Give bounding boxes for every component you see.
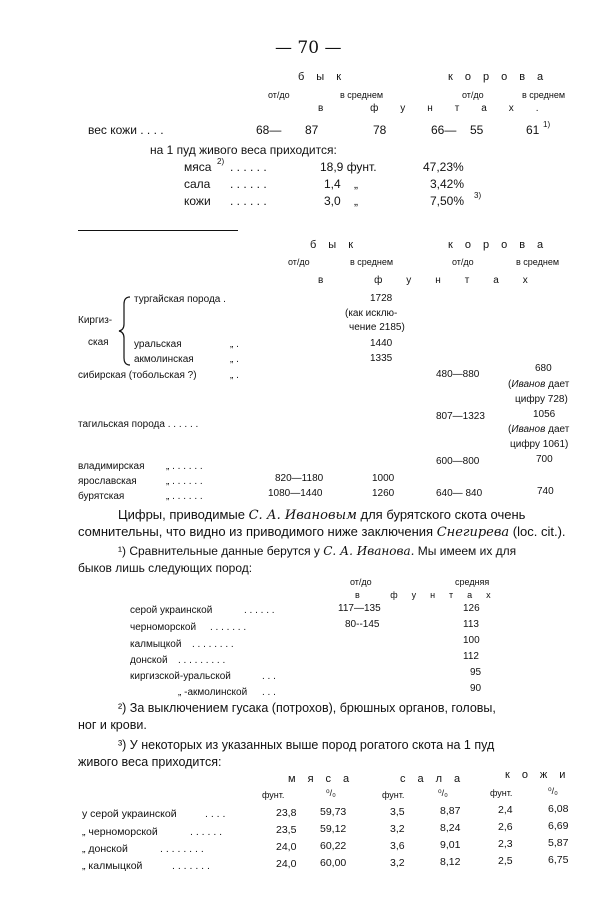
page-number: — 70 —: [275, 38, 342, 58]
table2-v-funtakh: в фунтах: [318, 275, 552, 286]
footnote-1-line-1: [118, 545, 516, 557]
table2-skaya: ская: [88, 337, 109, 348]
text-run: Мы имеем их для: [414, 544, 517, 558]
table2-sibir-note: (Иванов дает: [508, 379, 570, 390]
table2-turgay-value: 1728: [370, 293, 393, 304]
fn3-row-kozhi-pct: 5,87: [548, 837, 569, 849]
table1-row-value: 1,4 „: [324, 177, 359, 191]
table2-ural-value: 1440: [370, 338, 393, 349]
fn3-row-kozhi: 2,4: [498, 804, 513, 816]
fn3-row-myasa-pct: 59,12: [320, 823, 347, 835]
fn1-row-dots: . . .: [262, 671, 276, 682]
fn1-row-label: „ -акмолинской: [178, 687, 248, 698]
fn3-row-label: „ калмыцкой: [82, 860, 143, 872]
fn3-row-kozhi: 2,5: [498, 855, 513, 867]
table1-row-value: 3,0 „: [324, 194, 359, 208]
table2-sibir-value: 680: [535, 363, 552, 374]
table1-row-dots: . . . . . .: [230, 177, 267, 191]
brace-icon: [118, 296, 132, 366]
table2-buryat-dots: „ . . . . . .: [166, 491, 203, 502]
fn3-col-funt-1: фунт.: [262, 790, 285, 800]
table2-turgay: тургайская порода .: [134, 294, 226, 305]
table2-yaroslav-avg: 1000: [372, 473, 395, 484]
fn1-row-dots: . . . . . . . . .: [178, 655, 226, 666]
fn1-row-label: черноморской: [130, 622, 197, 633]
table1-v-funtakh: в фунтах.: [318, 103, 561, 114]
fn3-row-myasa: 24,0: [276, 858, 297, 870]
fn3-row-sala-pct: 8,87: [440, 805, 461, 817]
text-run: Цифры, приводимые: [118, 507, 249, 522]
table2-header-byk: бык: [310, 239, 366, 251]
table2-akmol-dots: „ .: [230, 354, 239, 365]
table1-v-srednem-2: в среднем: [522, 90, 566, 100]
fn3-row-kozhi-pct: 6,08: [548, 803, 569, 815]
table2-ural: уральская: [134, 339, 182, 350]
table1-value-3: 78: [373, 123, 387, 137]
fn3-row-dots: . . . .: [205, 808, 226, 820]
table1-row-label: мяса: [184, 160, 212, 174]
fn3-row-dots: . . . . . . .: [172, 860, 210, 872]
fn3-row-myasa-pct: 59,73: [320, 806, 347, 818]
table2-akmol: акмолинская: [134, 354, 194, 365]
section-divider: [78, 230, 238, 231]
table2-yaroslav-dots: „ . . . . . .: [166, 476, 203, 487]
fn3-row-kozhi-pct: 6,69: [548, 820, 569, 832]
table1-ot-do-2: от/до: [462, 90, 484, 100]
table2-vladimir-dots: „ . . . . . .: [166, 461, 203, 472]
fn1-row-avg: 113: [463, 619, 479, 630]
fn1-row-range: 117—135: [338, 603, 381, 614]
footnote-1-line-2: быков лишь следующих пород:: [78, 561, 253, 575]
footnote-2-line-2: ног и крови.: [78, 718, 147, 732]
table2-buryat-range-2: 640— 840: [436, 488, 483, 499]
fn3-row-kozhi-pct: 6,75: [548, 854, 569, 866]
table1-value-6: 61: [526, 123, 540, 137]
fn3-row-myasa: 24,0: [276, 841, 297, 853]
fn3-row-kozhi: 2,3: [498, 838, 513, 850]
table2-ural-dots: „ .: [230, 339, 239, 350]
table1-row-value: 18,9 фунт.: [320, 160, 377, 174]
fn3-row-dots: . . . . . . . .: [160, 843, 204, 855]
fn1-row-label: киргизской-уральской: [130, 671, 231, 682]
table2-ot-do-1: от/до: [288, 257, 310, 267]
fn1-row-range: 80--145: [345, 619, 380, 630]
table1-row-dots: . . . . . .: [230, 160, 267, 174]
fn3-row-sala-pct: 8,12: [440, 856, 461, 868]
fn1-row-dots: . . . . . . . .: [192, 639, 234, 650]
footnote-2-line-1: ²) За выключением гусака (потрохов), брюшных органов, головы,: [118, 701, 496, 715]
table1-na-1-pud: на 1 пуд живого веса приходится:: [150, 143, 337, 157]
author-name: С. А. Иванова.: [323, 544, 415, 558]
table1-row-percent: 47,23%: [423, 160, 464, 174]
author-name: Иванов: [511, 424, 546, 435]
fn1-row-dots: . . . . . . .: [210, 622, 247, 633]
fn1-row-avg: 95: [470, 667, 482, 678]
fn3-col-pct-1: ⁰/₀: [326, 788, 336, 798]
fn3-row-label: у серой украинской: [82, 808, 177, 820]
fn3-header-sala: сала: [400, 773, 473, 785]
table1-value-5: 55: [470, 123, 484, 137]
author-name: Снегирева: [436, 525, 510, 540]
table2-turgay-note-2: чение 2185): [349, 322, 405, 333]
table1-row-dots: . . . . . .: [230, 194, 267, 208]
table2-ot-do-2: от/до: [452, 257, 474, 267]
table2-buryat-avg: 1260: [372, 488, 395, 499]
table1-value-4: 66—: [431, 123, 457, 137]
fn1-row-label: калмыцкой: [130, 639, 182, 650]
fn3-header-kozhi: кожи: [505, 769, 578, 781]
fn3-row-myasa: 23,5: [276, 824, 297, 836]
fn1-srednyaya: средняя: [455, 577, 490, 587]
table2-sibir-note-2: цифру 728): [515, 394, 568, 405]
table1-row-percent-note: 3): [474, 191, 482, 200]
note-text: дает: [545, 424, 570, 435]
footnote-3-line-1: ³) У некоторых из указанных выше пород рогатого скота на 1 пуд: [118, 738, 495, 752]
table1-row-label: кожи: [184, 194, 211, 208]
table2-sibir-dots: „ .: [230, 370, 239, 381]
text-run: сомнительны, что видно из приводимого ниже заключения: [78, 524, 437, 539]
fn1-row-label: донской: [130, 655, 168, 666]
fn3-row-kozhi: 2,6: [498, 821, 513, 833]
table1-value-6-note: 1): [543, 120, 551, 129]
table2-tagil-note: (Иванов дает: [508, 424, 570, 435]
fn3-row-sala: 3,2: [390, 823, 405, 835]
fn1-row-label: серой украинской: [130, 605, 213, 616]
table2-tagil-range: 807—1323: [436, 411, 485, 422]
table1-value-2: 87: [305, 123, 319, 137]
table2-buryat: бурятская: [78, 491, 125, 502]
fn1-row-avg: 90: [470, 683, 482, 694]
table2-yaroslav: ярославская: [78, 476, 137, 487]
fn3-row-sala: 3,5: [390, 806, 405, 818]
table1-row-label: сала: [184, 177, 211, 191]
fn1-row-dots: . . .: [262, 687, 276, 698]
table2-tagil: тагильская порода . . . . . .: [78, 419, 199, 430]
table2-kirgiz: Киргиз-: [78, 315, 113, 326]
table2-v-srednem-1: в среднем: [350, 257, 394, 267]
fn3-row-sala: 3,2: [390, 857, 405, 869]
fn3-col-funt-2: фунт.: [382, 790, 405, 800]
table2-sibir: сибирская (тобольская ?): [78, 370, 197, 381]
fn3-header-myasa: мяса: [288, 773, 362, 785]
table2-vladimir: владимирская: [78, 461, 145, 472]
table2-vladimir-value: 700: [536, 454, 553, 465]
table2-tagil-note-2: цифру 1061): [510, 439, 569, 450]
table1-row-note: 2): [217, 157, 225, 166]
table2-vladimir-range: 600—800: [436, 456, 480, 467]
table1-ves-kozhi-label: вес кожи . . . .: [88, 123, 164, 137]
fn3-row-myasa-pct: 60,22: [320, 840, 347, 852]
table1-row-percent: 3,42%: [430, 177, 465, 191]
table1-v-srednem-1: в среднем: [340, 90, 384, 100]
fn3-row-sala-pct: 9,01: [440, 839, 461, 851]
fn1-ot-do: от/до: [350, 577, 372, 587]
fn3-col-pct-3: ⁰/₀: [548, 786, 558, 796]
note-text: дает: [545, 379, 570, 390]
text-run: (loc. cit.).: [509, 524, 566, 539]
paragraph-line-1: [118, 508, 525, 522]
fn3-row-myasa-pct: 60,00: [320, 857, 347, 869]
table2-header-korova: корова: [448, 239, 556, 251]
fn3-row-sala: 3,6: [390, 840, 405, 852]
fn3-row-dots: . . . . . .: [190, 826, 223, 838]
table1-value-1: 68—: [256, 123, 282, 137]
text-run: ¹) Сравнительные данные берутся у: [118, 544, 324, 558]
fn3-col-pct-2: ⁰/₀: [438, 788, 448, 798]
table2-turgay-note-1: (как исклю-: [345, 308, 398, 319]
footnote-3-line-2: живого веса приходится:: [78, 755, 222, 769]
table2-yaroslav-range: 820—1180: [275, 473, 324, 484]
table2-buryat-range: 1080—1440: [268, 488, 323, 499]
table1-ot-do-1: от/до: [268, 90, 290, 100]
table2-buryat-value: 740: [537, 486, 554, 497]
fn1-row-avg: 100: [463, 635, 480, 646]
author-name: Иванов: [511, 379, 546, 390]
table2-tagil-value: 1056: [533, 409, 556, 420]
fn3-row-label: „ черноморской: [82, 826, 158, 838]
fn1-row-avg: 112: [463, 651, 479, 662]
table2-v-srednem-2: в среднем: [516, 257, 560, 267]
table1-header-byk: бык: [298, 71, 354, 83]
paragraph-line-2: [78, 525, 566, 539]
author-name: С. А. Ивановым: [248, 508, 357, 523]
table1-header-korova: корова: [448, 71, 556, 83]
fn3-row-myasa: 23,8: [276, 807, 297, 819]
text-run: для бурятского скота очень: [356, 507, 526, 522]
table2-akmol-value: 1335: [370, 353, 393, 364]
fn3-row-label: „ донской: [82, 843, 128, 855]
fn1-v-funtakh: в фунтах: [355, 590, 505, 600]
table2-sibir-range: 480—880: [436, 369, 480, 380]
table1-row-percent: 7,50%: [430, 194, 465, 208]
fn3-col-funt-3: фунт.: [490, 788, 513, 798]
fn3-row-sala-pct: 8,24: [440, 822, 461, 834]
fn1-row-dots: . . . . . .: [244, 605, 275, 616]
fn1-row-avg: 126: [463, 603, 480, 614]
